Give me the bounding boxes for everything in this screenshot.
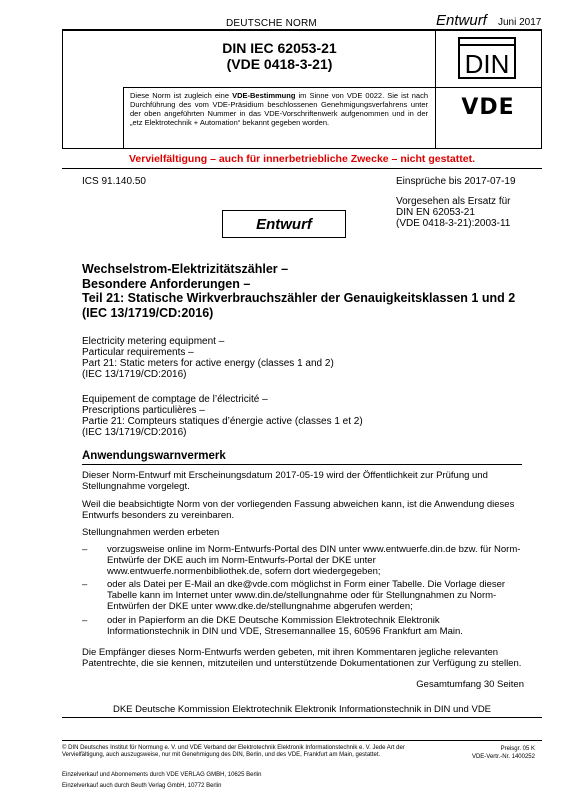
paragraph: Dieser Norm-Entwurf mit Erscheinungsdatum 2017-05-19 wird der Öffentlichkeit zur Prüfung und Stellungnahme vorgelegt. [82, 470, 488, 492]
title-german [82, 262, 542, 320]
title-line: (IEC 13/1719/CD:2016) [82, 369, 187, 380]
paragraph: Stellungnahmen werden erbeten [82, 527, 220, 538]
price-info [445, 745, 535, 761]
list-dash: – [82, 615, 88, 626]
paragraph: Die Empfänger dieses Norm-Entwurfs werden gebeten, mit ihren Kommentaren jegliche relevanten Patentrechte, die sie kennen, mitzuteilen und unterstützende Dokumentationen zur Verfügung zu stellen. [82, 647, 522, 669]
divider [62, 740, 542, 741]
title-line: Partie 21: Compteurs statiques d’énergie active (classes 1 et 2) [82, 416, 363, 427]
note-text: im Sinne von VDE 0022. Sie ist nach Durchführung des vom VDE-Präsidium beschlossenen Genehmigungsverfahrens unter der oben angeführten Nummer in das VDE-Vorschriftenwerk aufgenommen und in der „etz Elektrotechnik + Automation“ bekannt gegeben worden. [130, 91, 428, 127]
replacement-line: Vorgesehen als Ersatz für [396, 196, 511, 207]
draft-stamp: Entwurf [222, 210, 346, 238]
status-label: Entwurf [436, 12, 487, 29]
issue-date: Juni 2017 [498, 17, 542, 28]
list-dash: – [82, 579, 88, 590]
title-line: Electricity metering equipment – [82, 336, 225, 347]
document-number [124, 40, 435, 72]
list-dash: – [82, 544, 88, 555]
title-line: (IEC 13/1719/CD:2016) [82, 305, 214, 320]
copyright-notice: © DIN Deutsches Institut für Normung e. V. und VDE Verband der Elektrotechnik Elektronik Informationstechnik e. V. Jede Art der Vervielfältigung, auch auszugsweise, nur mit Genehmigung des DIN, Berlin, und des VDE, Frankfurt am Main, gestattet. [62, 745, 405, 758]
section-rule [82, 464, 522, 465]
divider [62, 168, 542, 169]
title-line: Part 21: Static meters for active energy (classes 1 and 2) [82, 358, 334, 369]
title-line: Particular requirements – [82, 347, 194, 358]
price-group: Preisgr. 05 K [500, 746, 535, 752]
list-item-text: oder in Papierform an die DKE Deutsche Kommission Elektrotechnik Elektronik Informationstechnik in DIN und VDE, Stresemannallee 15, 60596 Frankfurt am Main. [107, 615, 463, 637]
replacement-line: (VDE 0418-3-21):2003-11 [396, 218, 511, 229]
title-french [82, 394, 542, 438]
norm-type-label: DEUTSCHE NORM [226, 18, 317, 29]
vde-contract-number: VDE-Vertr.-Nr. 1400252 [471, 754, 535, 760]
sales-note: Einzelverkauf und Abonnements durch VDE VERLAG GMBH, 10625 Berlin [62, 772, 262, 778]
objection-deadline: Einsprüche bis 2017-07-19 [396, 176, 516, 187]
title-line: Teil 21: Statische Wirkverbrauchszähler der Genauigkeitsklassen 1 und 2 [82, 291, 516, 305]
note-bold-term: VDE-Bestimmung [232, 91, 296, 100]
din-logo-text: DIN [464, 49, 510, 79]
vde-bestimmung-note [130, 91, 428, 127]
title-english [82, 336, 542, 380]
reproduction-warning: Vervielfältigung – auch für innerbetriebliche Zwecke – nicht gestattet. [128, 153, 475, 165]
vde-logo: VDE [461, 95, 515, 120]
page-count: Gesamtumfang 30 Seiten [416, 679, 524, 690]
document-number-din: DIN IEC 62053-21 [222, 40, 337, 56]
list-item-text: vorzugsweise online im Norm-Entwurfs-Portal des DIN unter www.entwuerfe.din.de bzw. für Norm-Entwürfe der DKE auch im Norm-Entwurfs-Portal der DKE unter www.entwuerfe.normenbibliothek.de, sofern dort wiedergegeben; [107, 544, 521, 577]
box-divider [123, 87, 124, 149]
replacement-line: DIN EN 62053-21 [396, 207, 475, 218]
title-line: Wechselstrom-Elektrizitätszähler – [82, 262, 289, 276]
dke-line: DKE Deutsche Kommission Elektrotechnik Elektronik Informationstechnik in DIN und VDE [112, 704, 492, 715]
box-divider [123, 87, 542, 88]
replacement-note [396, 196, 536, 229]
list-item-text: oder als Datei per E-Mail an dke@vde.com möglichst in Form einer Tabelle. Die Vorlage dieser Tabelle kann im Internet unter www.din.de/stellungnahme oder für Stellungnahmen zu Norm-Entwürfen der DKE unter www.dke.de/stellungnahme abgerufen werden; [107, 579, 506, 612]
title-line: Prescriptions particulières – [82, 405, 205, 416]
paragraph: Weil die beabsichtigte Norm von der vorliegenden Fassung abweichen kann, ist die Anwendung dieses Entwurfs besonders zu vereinbaren. [82, 499, 515, 521]
divider [62, 717, 542, 718]
box-divider [435, 30, 436, 149]
din-logo [458, 37, 516, 79]
ics-code: ICS 91.140.50 [82, 176, 146, 187]
title-line: Besondere Anforderungen – [82, 276, 251, 291]
title-line: (IEC 13/1719/CD:2016) [82, 427, 187, 438]
title-line: Equipement de comptage de l’électricité – [82, 394, 268, 405]
section-heading: Anwendungswarnvermerk [82, 450, 226, 462]
sales-note: Einzelverkauf auch durch Beuth Verlag GmbH, 10772 Berlin [62, 783, 222, 789]
document-number-vde: (VDE 0418-3-21) [226, 56, 333, 72]
note-text: Diese Norm ist zugleich eine [130, 91, 233, 100]
